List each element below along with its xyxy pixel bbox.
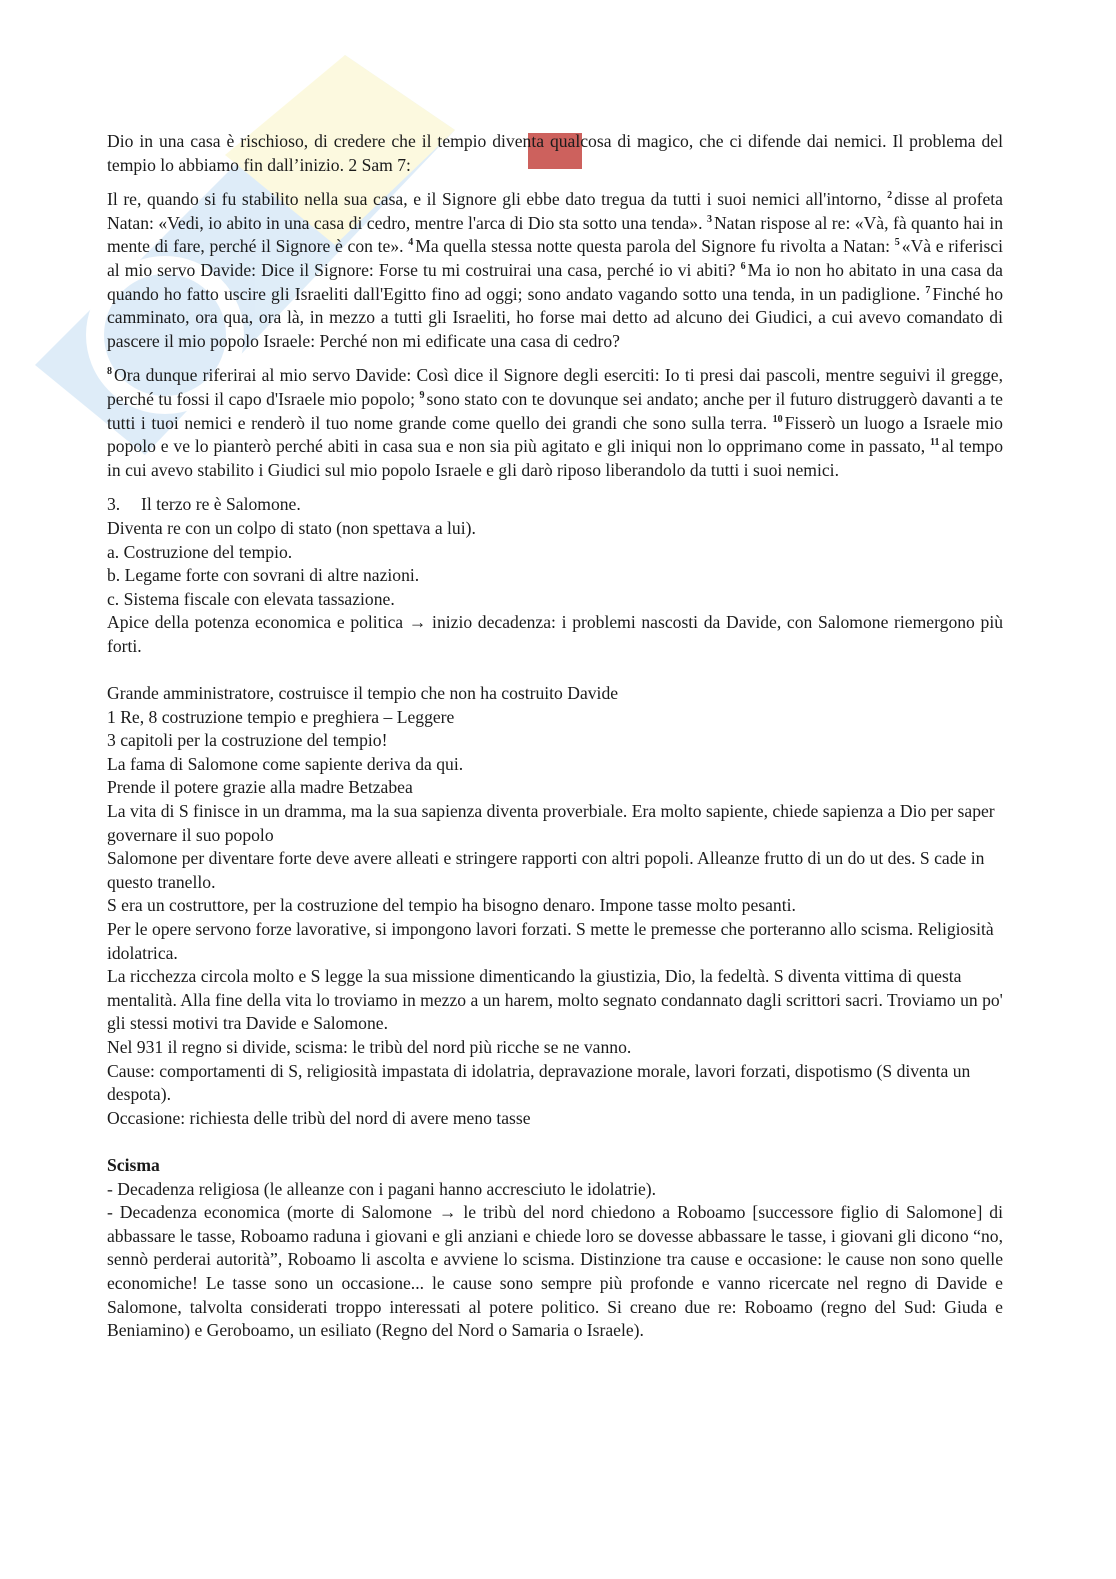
note-line: Prende il potere grazie alla madre Betzabea xyxy=(107,777,413,798)
text-run: Ora dunque riferirai al mio servo Davide: Così dice il Signore degli eserciti: Io ti presi dai pascoli, mentre seguivi il gregge, perché tu fossi il capo d'Israele mio popolo; xyxy=(107,365,1003,409)
note-line: La vita di S finisce in un dramma, ma la sua sapienza diventa proverbiale. Era molto sapiente, chiede sapienza a Dio per saper governare il suo popolo xyxy=(107,801,995,845)
verse-number: 9 xyxy=(419,389,425,401)
note-line: Grande amministratore, costruisce il tempio che non ha costruito Davide xyxy=(107,683,619,704)
verse-number: 7 xyxy=(925,284,931,296)
text-run: Fisserò un luogo a Israele mio popolo e ve lo pianterò perché abiti in casa sua e non sia più agitato e gli iniqui non lo opprimano come in passato, xyxy=(107,412,1003,457)
text-run: sono stato con te dovunque sei andato; anche per il futuro distruggerò davanti a te tutti i tuoi nemici e renderò il tuo nome grande come quello dei grandi che sono sulla terra. xyxy=(107,388,1003,433)
verse-number: 6 xyxy=(740,260,746,272)
note-line: La fama di Salomone come sapiente deriva da qui. xyxy=(107,753,464,774)
text-run: disse al profeta Natan: «Vedi, io abito in una casa di cedro, mentre l'arca di Dio sta sotto una tenda». xyxy=(107,189,1003,233)
note-line: Per le opere servono forze lavorative, si impongono lavori forzati. S mette le premesse che porteranno allo scisma. Religiosità idolatrica. xyxy=(107,919,994,963)
spacer xyxy=(107,1130,1003,1154)
arrow-icon: → xyxy=(408,612,427,633)
point-a: a. Costruzione del tempio. xyxy=(107,541,293,562)
text-run: Ma io non ho abitato in una casa da quando ho fatto uscire gli Israeliti dall'Egitto fino ad oggi; sono andato vagando sotto una tenda, in un padiglione. xyxy=(107,259,1003,304)
note-line: 1 Re, 8 costruzione tempio e preghiera – Leggere xyxy=(107,706,455,727)
salomone-heading xyxy=(107,493,1003,517)
list-number: 3. xyxy=(107,494,121,515)
text-run: «Và e riferisci al mio servo Davide: Dice il Signore: Forse tu mi costruirai una casa, perché io vi abiti? xyxy=(107,236,1003,280)
verse-number: 2 xyxy=(887,190,893,202)
scisma-title: Scisma xyxy=(107,1154,160,1175)
quote-paragraph-1 xyxy=(107,188,1003,353)
arrow-icon: → xyxy=(438,1202,457,1223)
note-line: Salomone per diventare forte deve avere alleati e stringere rapporti con altri popoli. Alleanze frutto di un do ut des. S cade in questo tranello. xyxy=(107,848,985,892)
note-line: Nel 931 il regno si divide, scisma: le tribù del nord più ricche se ne vanno. xyxy=(107,1036,632,1057)
intro-paragraph xyxy=(107,130,1003,177)
note-line: Cause: comportamenti di S, religiosità impastata di idolatria, depravazione morale, lavori forzati, dispotismo (S diventa un despota). xyxy=(107,1060,971,1105)
text-run: Finché ho camminato, ora qua, ora là, in mezzo a tutti gli Israeliti, ho forse mai detto ad alcuno dei Giudici, a cui avevo comandato di pascere il mio popolo Israele: Perché non mi edificate una casa di cedro? xyxy=(107,283,1003,351)
verse-number: 8 xyxy=(107,366,112,378)
point-b: b. Legame forte con sovrani di altre nazioni. xyxy=(107,565,420,586)
verse-number: 11 xyxy=(930,437,940,449)
note-line: S era un costruttore, per la costruzione del tempio ha bisogno denaro. Impone tasse molto pesanti. xyxy=(107,895,796,916)
spacer xyxy=(107,658,1003,682)
apice-paragraph: Apice della potenza economica e politica → inizio decadenza: i problemi nascosti da Davide, con Salomone riemergono più forti. xyxy=(107,612,1003,656)
verse-number: 4 xyxy=(408,237,414,249)
text-run: Il re, quando si fu stabilito nella sua casa, e il Signore gli ebbe dato tregua da tutti i suoi nemici all'intorno, xyxy=(107,189,888,210)
note-line: Occasione: richiesta delle tribù del nord di avere meno tasse xyxy=(107,1107,531,1128)
note-line: La ricchezza circola molto e S legge la sua missione dimenticando la giustizia, Dio, la fedeltà. S diventa vittima di questa mentalità. Alla fine della vita lo troviamo in mezzo a un harem, molto segnato condannato dagli scrittori sacri. Troviamo un po' gli stessi motivi tra Davide e Salomone. xyxy=(107,966,1003,1034)
verse-number: 10 xyxy=(772,413,783,425)
heading-text: Il terzo re è Salomone. xyxy=(141,494,301,515)
salomone-line: Diventa re con un colpo di stato (non spettava a lui). xyxy=(107,517,476,538)
text-run: al tempo in cui avevo stabilito i Giudici sul mio popolo Israele e gli darò riposo liberandolo da tutti i suoi nemici. xyxy=(107,436,1004,480)
text-run: Natan rispose al re: «Và, fà quanto hai in mente di fare, perché il Signore è con te». xyxy=(107,212,1004,257)
point-c: c. Sistema fiscale con elevata tassazione. xyxy=(107,588,395,609)
text-run: Ma quella stessa notte questa parola del Signore fu rivolta a Natan: xyxy=(415,236,895,257)
scisma-item-1: - Decadenza religiosa (le alleanze con i pagani hanno accresciuto le idolatrie). xyxy=(107,1178,657,1199)
document-page xyxy=(107,130,1003,1343)
quote-paragraph-2 xyxy=(107,364,1003,482)
scisma-item-2: - Decadenza economica (morte di Salomone → le tribù del nord chiedono a Roboamo [successore figlio di Salomone] di abbassare le tasse, Roboamo raduna i giovani e gli anziani e chiede loro se dovesse abbassare le tasse, i giovani gli dicono “no, sennò perderai autorità”, Roboamo li ascolta e avviene lo scisma. Distinzione tra cause e occasione: le cause non sono quelle economiche! Le tasse sono un occasione... le cause sono sempre più profonde e vanno ricercate nel regno di Davide e Salomone, talvolta considerati troppo interessati al potere politico. Si creano due re: Roboamo (regno del Sud: Giuda e Beniamino) e Geroboamo, un esiliato (Regno del Nord o Samaria o Israele). xyxy=(107,1202,1003,1341)
note-line: 3 capitoli per la costruzione del tempio! xyxy=(107,730,388,751)
verse-number: 5 xyxy=(894,237,900,249)
verse-number: 3 xyxy=(706,213,712,225)
text-run: Dio in una casa è rischioso, di credere che il tempio diventa qualcosa di magico, che ci difende dai nemici. Il problema del tempio lo abbiamo fin dall’inizio. 2 Sam 7: xyxy=(107,131,1003,175)
